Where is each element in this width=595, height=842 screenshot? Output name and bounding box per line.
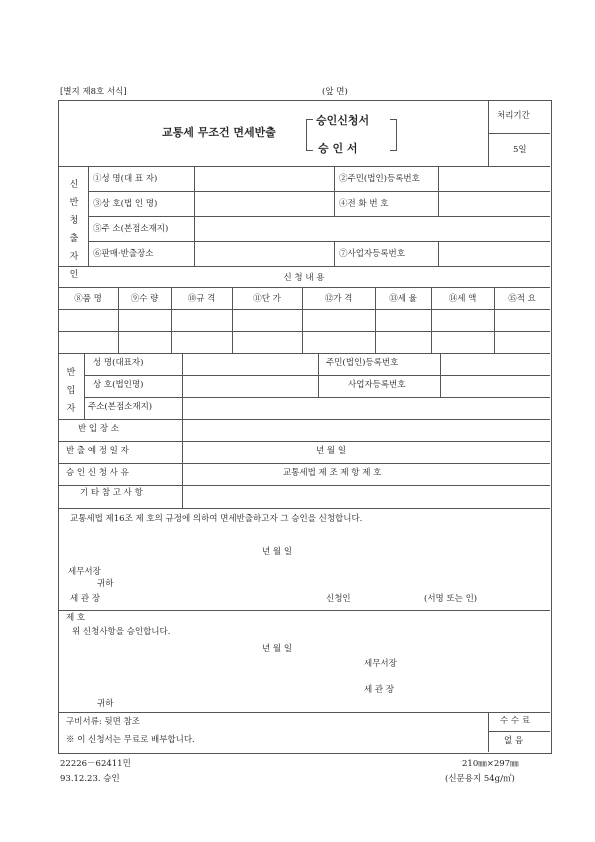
import-place-label: 반 입 장 소	[78, 424, 119, 434]
details-title: 신 청 내 용	[283, 272, 325, 283]
reason-value: 교통세법 제 조 제 항 제 호	[283, 468, 382, 478]
col-remarks: ⑮적 요	[508, 294, 536, 304]
title-option-approval: 승 인 서	[318, 142, 358, 155]
approval-office-customs: 세 관 장	[364, 685, 395, 695]
other-notes-label: 기 타 참 고 사 항	[80, 488, 143, 498]
paper-type: (신문용지 54g/㎡)	[445, 774, 515, 784]
title-option-application: 승인신청서	[316, 114, 370, 127]
request-office-customs: 세 관 장	[70, 594, 101, 604]
receiver-bizno-label: 사업자등록번호	[348, 380, 406, 390]
attachments-note: 구비서류: 뒷면 참조	[66, 717, 140, 727]
col-quantity: ⑨수 량	[130, 294, 159, 304]
page-side: (앞 면)	[322, 87, 348, 97]
paper-size: 210㎜×297㎜	[462, 759, 519, 769]
receiver-address-label: 주소(본점소재지)	[88, 402, 153, 412]
col-tax-rate: ⑬세 율	[389, 294, 417, 304]
receiver-trade-label: 상 호(법인명)	[93, 380, 144, 390]
form-number: [별지 제8호 서식]	[60, 87, 127, 97]
scheduled-date-label: 반 출 예 정 일 자	[66, 446, 129, 456]
receiver-rrn-label: 주민(법인)등록번호	[326, 358, 399, 368]
approval-date-stamp: 93.12.23. 승인	[60, 774, 120, 784]
col-tax-amount: ⑭세 액	[448, 294, 477, 304]
fee-label: 수 수 료	[500, 716, 531, 726]
processing-period-value: 5일	[513, 145, 527, 155]
receiver-name-label: 성 명(대표자)	[93, 358, 144, 368]
applicant-trade-label: ③상 호(법 인 명)	[93, 199, 158, 209]
approval-office-tax: 세무서장	[364, 659, 397, 669]
applicant-section-label: 신 반 청 출 자 인	[69, 180, 79, 280]
bracket-left	[306, 119, 313, 151]
fee-value: 없 음	[504, 736, 524, 746]
request-date: 년 월 일	[262, 547, 293, 557]
col-spec: ⑩규 격	[187, 294, 216, 304]
free-distribution-note: ※ 이 신청서는 무료로 배부합니다.	[66, 735, 195, 745]
form-code: 22226－62411민	[60, 759, 131, 769]
reason-label: 승 인 신 청 사 유	[66, 468, 129, 478]
bracket-right	[390, 119, 397, 151]
receiver-section-label: 반 입 자	[66, 368, 76, 414]
form-title: 교통세 무조건 면세반출	[162, 126, 276, 139]
col-item-name: ⑧품 명	[74, 294, 102, 304]
request-statement: 교통세법 제16조 제 호의 규정에 의하여 면세반출하고자 그 승인을 신청합니다.	[70, 514, 363, 524]
applicant-name-label: ①성 명(대 표 자)	[93, 174, 158, 184]
signature-hint: (서명 또는 인)	[424, 594, 478, 604]
scheduled-date-value: 년 월 일	[316, 446, 347, 456]
applicant-signature-label: 신청인	[326, 594, 351, 604]
applicant-phone-label: ④전 화 번 호	[339, 199, 389, 209]
approval-to: 귀하	[97, 699, 114, 709]
approval-date: 년 월 일	[262, 644, 293, 654]
applicant-rrn-label: ②주민(법인)등록번호	[339, 174, 420, 184]
col-price: ⑫가 격	[324, 294, 353, 304]
request-office-tax: 세무서장	[68, 567, 101, 577]
approval-number: 제 호	[66, 613, 86, 623]
applicant-bizno-label: ⑦사업자등록번호	[339, 249, 405, 259]
processing-period-label: 처리기간	[497, 111, 530, 121]
approval-statement: 위 신청사항을 승인합니다.	[72, 627, 171, 637]
applicant-address-label: ⑤주 소(본점소재지)	[93, 224, 169, 234]
applicant-place-label: ⑥판매·반출장소	[93, 249, 154, 259]
request-to: 귀하	[97, 579, 114, 589]
col-unit-price: ⑪단 가	[253, 294, 281, 304]
